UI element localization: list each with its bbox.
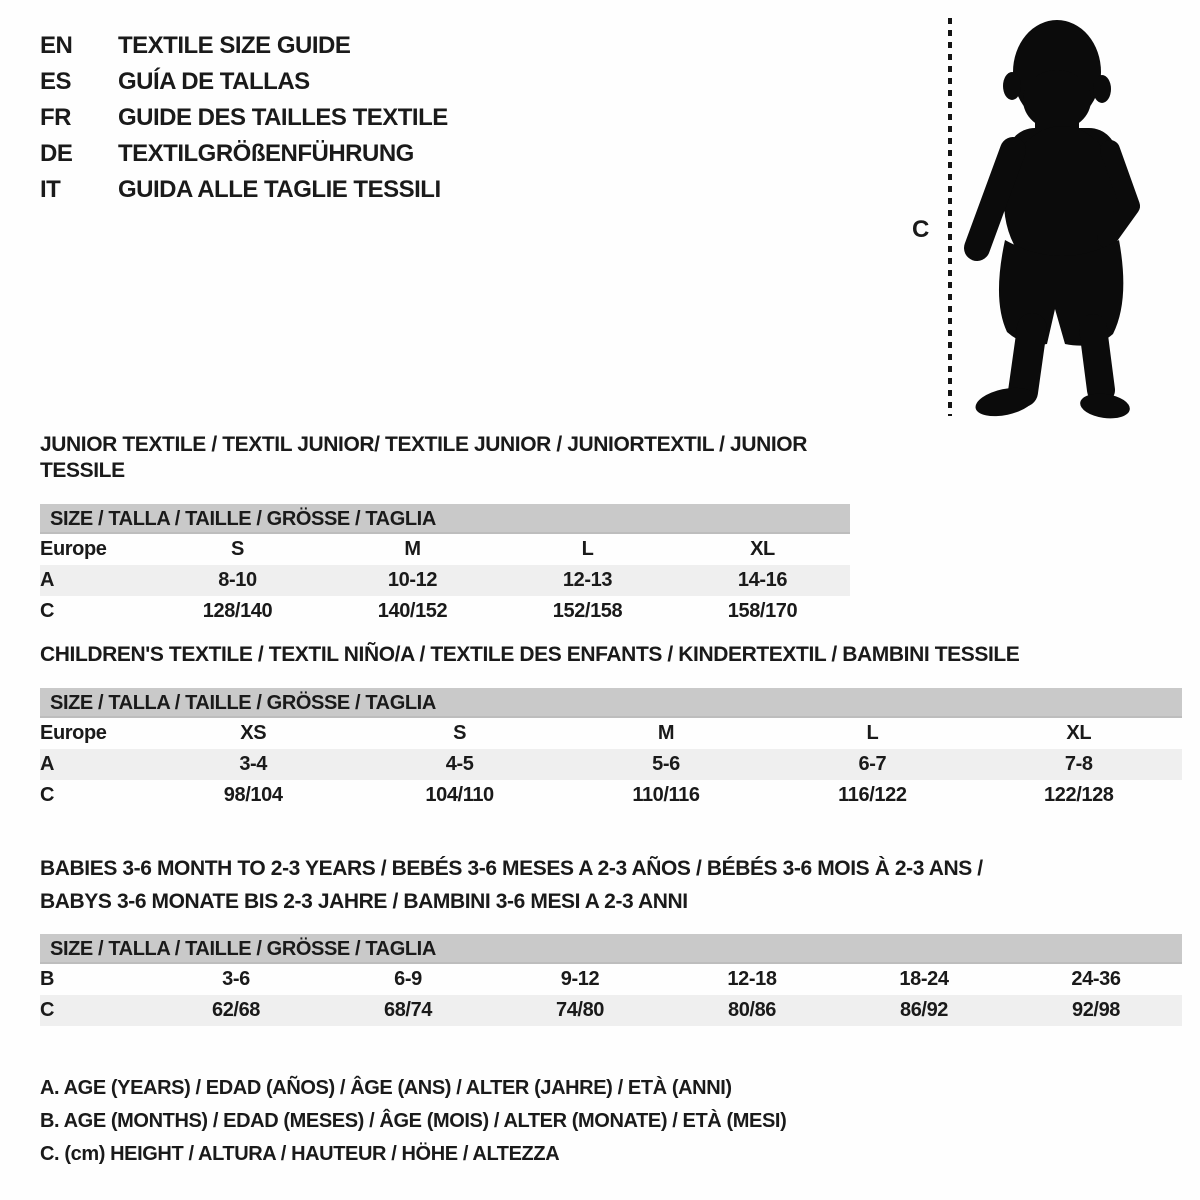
height-cell: 122/128 bbox=[1044, 784, 1114, 806]
months-cell: 9-12 bbox=[560, 968, 600, 990]
age-cell: 6-7 bbox=[858, 753, 887, 775]
size-cell: L bbox=[866, 722, 879, 744]
table-row-europe bbox=[40, 718, 1182, 749]
lang-row-es bbox=[40, 64, 448, 100]
months-cell: 6-9 bbox=[394, 968, 422, 990]
height-cell: 158/170 bbox=[727, 600, 798, 622]
babies-size-table bbox=[40, 964, 1182, 1026]
junior-size-table bbox=[40, 534, 850, 627]
table-row-age bbox=[40, 749, 1182, 780]
height-cell: 80/86 bbox=[727, 999, 777, 1021]
lang-code: DE bbox=[40, 140, 73, 167]
size-header-bar: SIZE / TALLA / TAILLE / GRÖSSE / TAGLIA bbox=[40, 688, 1182, 718]
height-cell: 98/104 bbox=[223, 784, 283, 806]
guide-title-en: TEXTILE SIZE GUIDE bbox=[118, 32, 351, 59]
height-cell: 86/92 bbox=[899, 999, 949, 1021]
row-label: Europe bbox=[40, 538, 107, 560]
row-label: A bbox=[40, 753, 55, 775]
months-cell: 3-6 bbox=[222, 968, 250, 990]
lang-row-fr bbox=[40, 100, 448, 136]
spacer bbox=[40, 918, 1182, 934]
size-cell: M bbox=[657, 722, 675, 744]
age-cell: 12-13 bbox=[562, 569, 613, 591]
lang-row-en bbox=[40, 28, 448, 64]
toddler-silhouette bbox=[955, 10, 1150, 420]
section-junior-textile bbox=[40, 432, 850, 627]
legend-line-b: B. AGE (MONTHS) / EDAD (MESES) / ÂGE (MOIS) / ALTER (MONATE) / ETÀ (MESI) bbox=[40, 1110, 787, 1132]
height-cell: 62/68 bbox=[211, 999, 261, 1021]
section-title-babies-line1: BABIES 3-6 MONTH TO 2-3 YEARS / BEBÉS 3-6 MESES A 2-3 AÑOS / BÉBÉS 3-6 MOIS À 2-3 ANS / bbox=[40, 857, 983, 880]
months-cell: 24-36 bbox=[1071, 968, 1121, 990]
lang-code: EN bbox=[40, 32, 73, 59]
section-title-junior: JUNIOR TEXTILE / TEXTIL JUNIOR/ TEXTILE JUNIOR / JUNIORTEXTIL / JUNIOR TESSILE bbox=[40, 433, 807, 482]
height-cell: 104/110 bbox=[425, 784, 494, 806]
size-cell: S bbox=[231, 538, 244, 560]
section-title-babies-line2: BABYS 3-6 MONATE BIS 2-3 JAHRE / BAMBINI 3-6 MESI A 2-3 ANNI bbox=[40, 890, 688, 913]
size-cell: XL bbox=[750, 538, 775, 560]
age-cell: 7-8 bbox=[1064, 753, 1093, 775]
language-title-list bbox=[40, 28, 448, 208]
children-size-table bbox=[40, 718, 1182, 811]
height-cell: 92/98 bbox=[1071, 999, 1121, 1021]
lang-code: ES bbox=[40, 68, 72, 95]
size-cell: S bbox=[453, 722, 467, 744]
age-cell: 8-10 bbox=[218, 569, 257, 591]
measure-legend bbox=[40, 1072, 786, 1171]
lang-code: IT bbox=[40, 176, 61, 203]
height-cell: 128/140 bbox=[202, 600, 273, 622]
section-babies-textile bbox=[40, 852, 1182, 1026]
table-row-months bbox=[40, 964, 1182, 995]
legend-line-c: C. (cm) HEIGHT / ALTURA / HAUTEUR / HÖHE / ALTEZZA bbox=[40, 1143, 560, 1165]
size-cell: XS bbox=[240, 722, 267, 744]
table-row-europe bbox=[40, 534, 850, 565]
table-row-height bbox=[40, 596, 850, 627]
height-cell: 68/74 bbox=[383, 999, 433, 1021]
table-row-height bbox=[40, 995, 1182, 1026]
size-header-bar: SIZE / TALLA / TAILLE / GRÖSSE / TAGLIA bbox=[40, 934, 1182, 964]
table-row-age bbox=[40, 565, 850, 596]
height-cell: 140/152 bbox=[377, 600, 448, 622]
row-label: A bbox=[40, 569, 55, 591]
lang-row-de bbox=[40, 136, 448, 172]
section-title-children: CHILDREN'S TEXTILE / TEXTIL NIÑO/A / TEXTILE DES ENFANTS / KINDERTEXTIL / BAMBINI TESSILE bbox=[40, 643, 1020, 666]
row-label: B bbox=[40, 968, 55, 990]
age-cell: 3-4 bbox=[239, 753, 268, 775]
size-cell: L bbox=[581, 538, 594, 560]
table-row-height bbox=[40, 780, 1182, 811]
height-measure-dashed-line bbox=[948, 18, 952, 416]
guide-title-es: GUÍA DE TALLAS bbox=[118, 68, 310, 95]
legend-line-a: A. AGE (YEARS) / EDAD (AÑOS) / ÂGE (ANS) / ALTER (JAHRE) / ETÀ (ANNI) bbox=[40, 1077, 732, 1099]
row-label: C bbox=[40, 600, 55, 622]
age-cell: 14-16 bbox=[737, 569, 788, 591]
guide-title-fr: GUIDE DES TAILLES TEXTILE bbox=[118, 104, 448, 131]
age-cell: 4-5 bbox=[445, 753, 474, 775]
height-cell: 74/80 bbox=[555, 999, 605, 1021]
size-cell: XL bbox=[1066, 722, 1092, 744]
section-children-textile bbox=[40, 642, 1182, 811]
lang-row-it bbox=[40, 172, 448, 208]
row-label: C bbox=[40, 999, 55, 1021]
guide-title-de: TEXTILGRÖßENFÜHRUNG bbox=[118, 140, 414, 167]
height-measure-label: C bbox=[912, 216, 930, 243]
guide-title-it: GUIDA ALLE TAGLIE TESSILI bbox=[118, 176, 441, 203]
height-cell: 116/122 bbox=[838, 784, 907, 806]
months-cell: 12-18 bbox=[727, 968, 777, 990]
row-label: C bbox=[40, 784, 55, 806]
size-header-bar: SIZE / TALLA / TAILLE / GRÖSSE / TAGLIA bbox=[40, 504, 850, 534]
months-cell: 18-24 bbox=[899, 968, 949, 990]
height-cell: 152/158 bbox=[552, 600, 623, 622]
age-cell: 10-12 bbox=[387, 569, 438, 591]
row-label: Europe bbox=[40, 722, 107, 744]
height-cell: 110/116 bbox=[632, 784, 700, 806]
size-cell: M bbox=[404, 538, 421, 560]
lang-code: FR bbox=[40, 104, 71, 131]
age-cell: 5-6 bbox=[652, 753, 680, 775]
